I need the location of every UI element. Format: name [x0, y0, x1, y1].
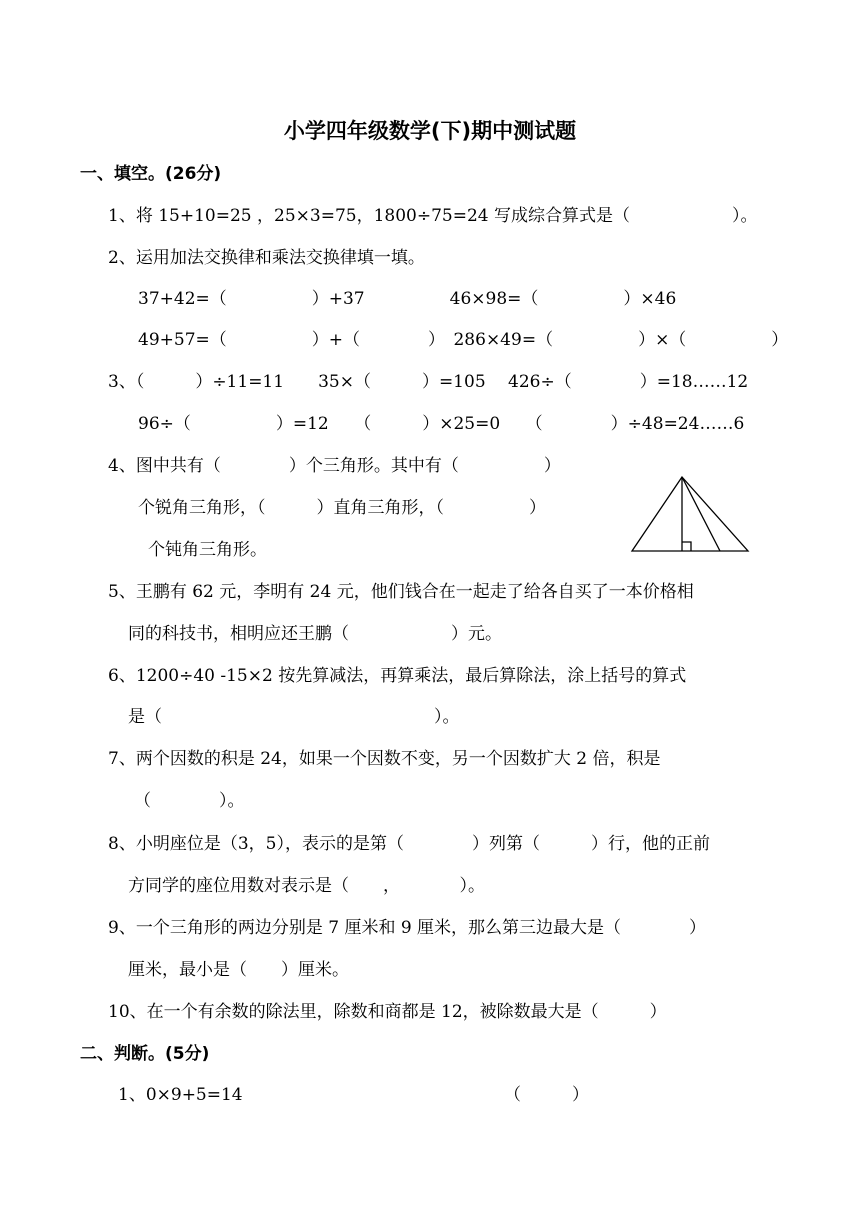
- question-2: 2、运用加法交换律和乘法交换律填一填。: [108, 248, 425, 268]
- section-heading-true-false: 二、判断。(5分): [80, 1044, 210, 1064]
- section-heading-fill-blank: 一、填空。(26分): [80, 164, 222, 184]
- question-5-line-1: 5、王鹏有 62 元，李明有 24 元，他们钱合在一起走了给各自买了一本价格相: [108, 582, 694, 602]
- judge-question-1: 1、0×9+5=14: [118, 1085, 243, 1105]
- question-5-line-2: 同的科技书，相明应还王鹏（ ）元。: [128, 624, 502, 644]
- question-1: 1、将 15+10=25 ，25×3=75，1800÷75=24 写成综合算式是（ ）。: [108, 206, 758, 226]
- page-title: 小学四年级数学(下)期中测试题: [283, 119, 577, 143]
- question-6-line-1: 6、1200÷40 -15×2 按先算减法，再算乘法，最后算除法，涂上括号的算式: [108, 666, 687, 686]
- question-9-line-1: 9、一个三角形的两边分别是 7 厘米和 9 厘米，那么第三边最大是（ ）: [108, 918, 707, 938]
- question-4-line-2: 个锐角三角形，（ ）直角三角形，（ ）: [138, 498, 546, 518]
- question-9-line-2: 厘米，最小是（ ）厘米。: [128, 960, 349, 980]
- triangle-figure: [628, 472, 752, 556]
- question-3-part-b: 96÷（ ）=12 （ ）×25=0 （ ）÷48=24……6: [138, 414, 745, 434]
- question-8-line-2: 方同学的座位用数对表示是（ ， ）。: [128, 876, 485, 896]
- question-10: 10、在一个有余数的除法里，除数和商都是 12，被除数最大是（ ）: [108, 1002, 667, 1022]
- question-8-line-1: 8、小明座位是（3，5），表示的是第（ ）列第（ ）行，他的正前: [108, 834, 710, 854]
- question-2-part-b: 49+57=（ ）+（ ） 286×49=（ ）×（ ）: [138, 330, 789, 350]
- question-2-part-a: 37+42=（ ）+37 46×98=（ ）×46: [138, 289, 677, 309]
- question-7-line-1: 7、两个因数的积是 24，如果一个因数不变，另一个因数扩大 2 倍，积是: [108, 749, 661, 769]
- question-4-line-3: 个钝角三角形。: [148, 540, 267, 560]
- question-3-part-a: 3、（ ）÷11=11 35×（ ）=105 426÷（ ）=18……12: [108, 372, 749, 392]
- question-4-line-1: 4、图中共有（ ）个三角形。其中有（ ）: [108, 456, 561, 476]
- question-6-line-2: 是（ ）。: [128, 707, 460, 727]
- question-7-line-2: （ ）。: [134, 791, 245, 811]
- judge-question-1-blank: （ ）: [504, 1085, 589, 1105]
